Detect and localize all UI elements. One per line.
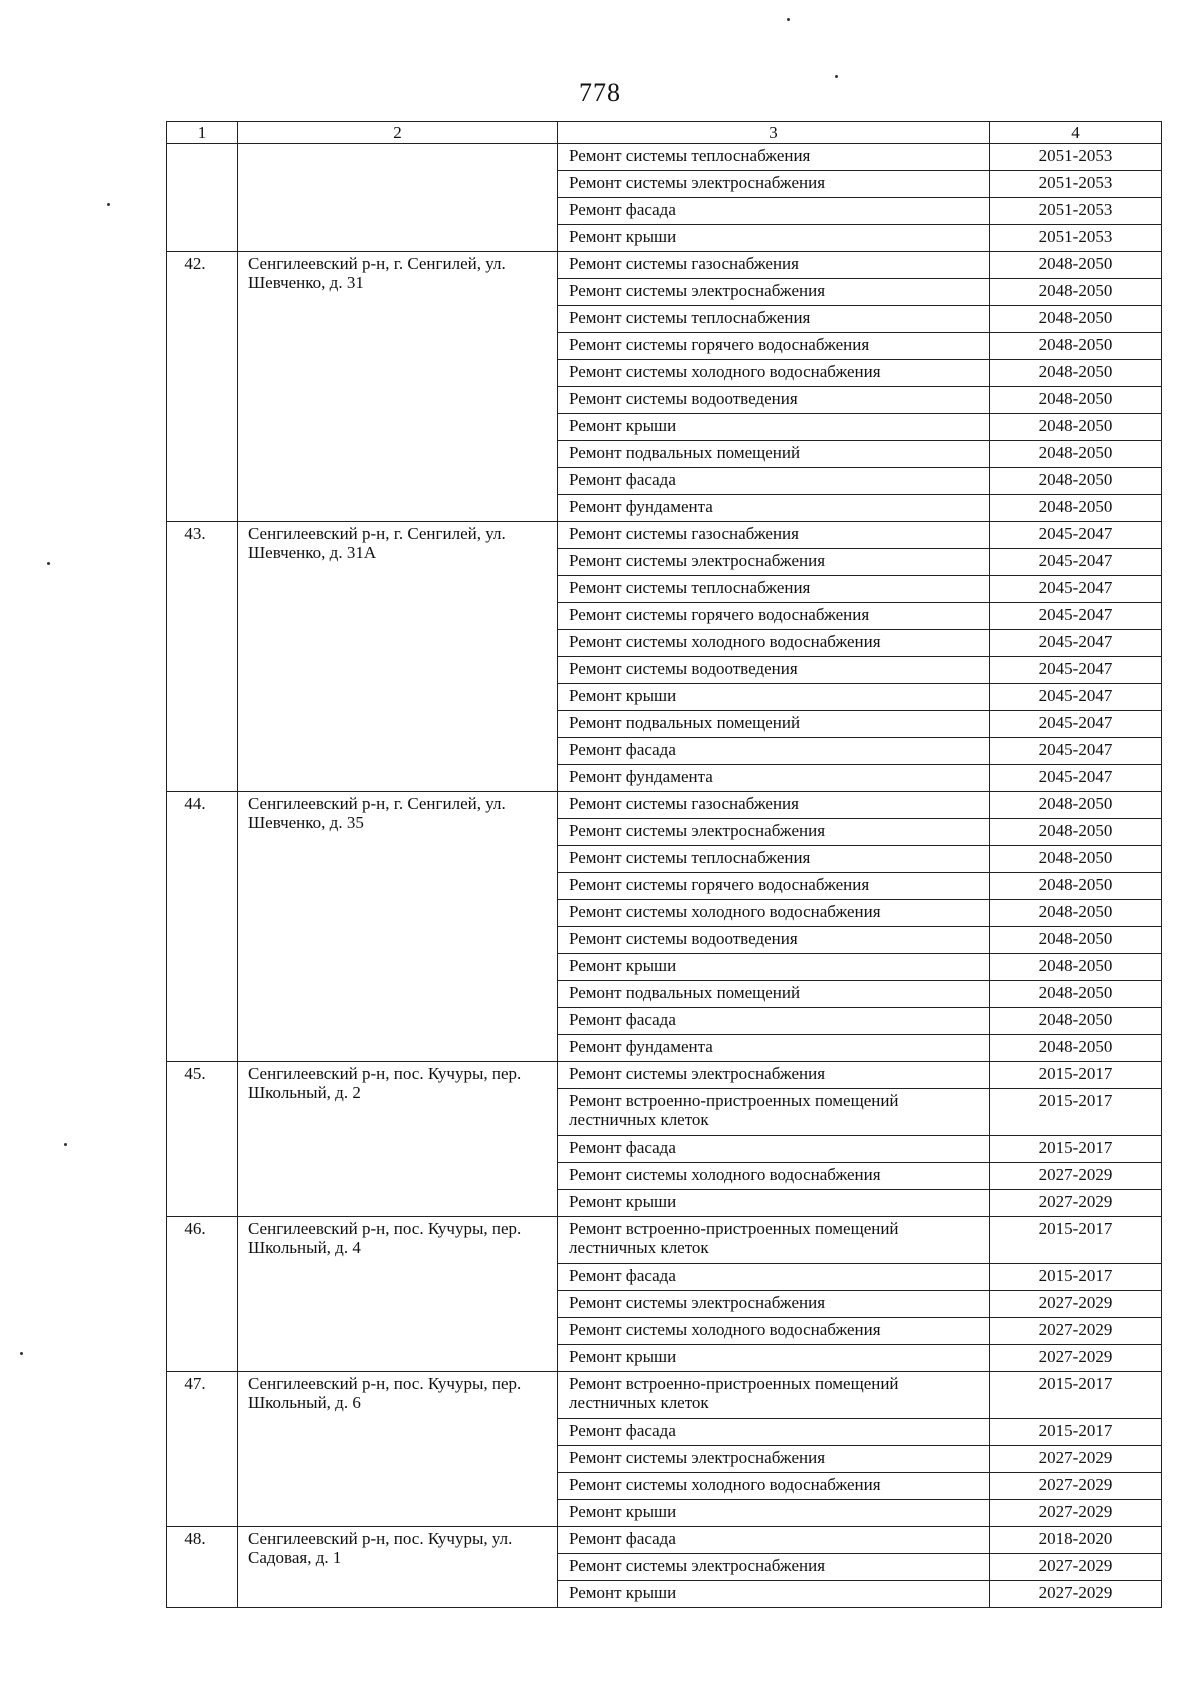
repair-period: 2015-2017 xyxy=(990,1136,1162,1163)
repair-period: 2048-2050 xyxy=(990,927,1162,954)
repair-work-type: Ремонт системы электроснабжения xyxy=(558,1554,990,1581)
repair-period: 2045-2047 xyxy=(990,765,1162,792)
repair-work-type: Ремонт крыши xyxy=(558,225,990,252)
repair-work-type: Ремонт системы водоотведения xyxy=(558,927,990,954)
repair-period: 2015-2017 xyxy=(990,1217,1162,1264)
entry-number xyxy=(167,144,238,252)
scan-speck xyxy=(835,75,838,78)
scan-speck xyxy=(787,18,790,21)
repair-work-type: Ремонт системы электроснабжения xyxy=(558,549,990,576)
repair-period: 2027-2029 xyxy=(990,1163,1162,1190)
repair-period: 2048-2050 xyxy=(990,306,1162,333)
repair-work-type: Ремонт системы холодного водоснабжения xyxy=(558,1318,990,1345)
repair-period: 2048-2050 xyxy=(990,792,1162,819)
building-address: Сенгилеевский р-н, г. Сенгилей, ул. Шевченко, д. 31А xyxy=(238,522,558,792)
entry-number: 44. xyxy=(167,792,238,1062)
table-body xyxy=(167,144,1162,1608)
repair-work-type: Ремонт системы водоотведения xyxy=(558,657,990,684)
repair-period: 2051-2053 xyxy=(990,171,1162,198)
repair-work-type: Ремонт системы теплоснабжения xyxy=(558,846,990,873)
repair-work-type: Ремонт системы горячего водоснабжения xyxy=(558,603,990,630)
repair-period: 2048-2050 xyxy=(990,495,1162,522)
repair-work-type: Ремонт фасада xyxy=(558,1419,990,1446)
repair-period: 2051-2053 xyxy=(990,198,1162,225)
repair-work-type: Ремонт подвальных помещений xyxy=(558,981,990,1008)
repair-period: 2048-2050 xyxy=(990,1008,1162,1035)
repair-period: 2027-2029 xyxy=(990,1554,1162,1581)
repair-work-type: Ремонт крыши xyxy=(558,684,990,711)
entry-number: 48. xyxy=(167,1527,238,1608)
repair-period: 2015-2017 xyxy=(990,1062,1162,1089)
repair-work-type: Ремонт фасада xyxy=(558,198,990,225)
repair-work-type: Ремонт системы электроснабжения xyxy=(558,171,990,198)
building-address: Сенгилеевский р-н, пос. Кучуры, пер. Школьный, д. 4 xyxy=(238,1217,558,1372)
header-col-4: 4 xyxy=(990,122,1162,144)
entry-number: 45. xyxy=(167,1062,238,1217)
repair-work-type: Ремонт системы электроснабжения xyxy=(558,819,990,846)
repair-work-type: Ремонт системы холодного водоснабжения xyxy=(558,900,990,927)
repair-work-type: Ремонт крыши xyxy=(558,1190,990,1217)
table-row xyxy=(167,1372,1162,1419)
table-header-row xyxy=(167,122,1162,144)
repair-period: 2045-2047 xyxy=(990,603,1162,630)
repair-period: 2027-2029 xyxy=(990,1581,1162,1608)
entry-number: 47. xyxy=(167,1372,238,1527)
entry-number: 46. xyxy=(167,1217,238,1372)
repair-period: 2048-2050 xyxy=(990,981,1162,1008)
repair-work-type: Ремонт фасада xyxy=(558,1008,990,1035)
repair-period: 2015-2017 xyxy=(990,1264,1162,1291)
repair-period: 2048-2050 xyxy=(990,387,1162,414)
repair-work-type: Ремонт фасада xyxy=(558,1264,990,1291)
repair-period: 2045-2047 xyxy=(990,711,1162,738)
table-row xyxy=(167,792,1162,819)
repair-period: 2027-2029 xyxy=(990,1318,1162,1345)
repair-period: 2051-2053 xyxy=(990,225,1162,252)
repair-period: 2027-2029 xyxy=(990,1446,1162,1473)
repair-work-type: Ремонт встроенно-пристроенных помещений лестничных клеток xyxy=(558,1372,990,1419)
repair-work-type: Ремонт системы холодного водоснабжения xyxy=(558,1473,990,1500)
table-row xyxy=(167,522,1162,549)
repair-work-type: Ремонт крыши xyxy=(558,954,990,981)
repair-period: 2027-2029 xyxy=(990,1473,1162,1500)
scan-speck xyxy=(20,1352,23,1355)
repair-work-type: Ремонт фундамента xyxy=(558,1035,990,1062)
repair-work-type: Ремонт системы газоснабжения xyxy=(558,522,990,549)
repair-work-type: Ремонт крыши xyxy=(558,1345,990,1372)
repair-work-type: Ремонт крыши xyxy=(558,1500,990,1527)
repair-period: 2045-2047 xyxy=(990,576,1162,603)
repair-period: 2048-2050 xyxy=(990,819,1162,846)
repair-period: 2048-2050 xyxy=(990,954,1162,981)
repair-period: 2027-2029 xyxy=(990,1291,1162,1318)
repair-schedule-table xyxy=(166,121,1162,1608)
header-col-2: 2 xyxy=(238,122,558,144)
repair-period: 2015-2017 xyxy=(990,1419,1162,1446)
repair-work-type: Ремонт фасада xyxy=(558,1136,990,1163)
table-row xyxy=(167,1527,1162,1554)
repair-work-type: Ремонт системы электроснабжения xyxy=(558,279,990,306)
building-address: Сенгилеевский р-н, г. Сенгилей, ул. Шевченко, д. 31 xyxy=(238,252,558,522)
repair-period: 2027-2029 xyxy=(990,1500,1162,1527)
repair-work-type: Ремонт фасада xyxy=(558,468,990,495)
repair-work-type: Ремонт подвальных помещений xyxy=(558,711,990,738)
header-col-3: 3 xyxy=(558,122,990,144)
repair-period: 2048-2050 xyxy=(990,414,1162,441)
building-address: Сенгилеевский р-н, пос. Кучуры, пер. Школьный, д. 6 xyxy=(238,1372,558,1527)
building-address: Сенгилеевский р-н, г. Сенгилей, ул. Шевченко, д. 35 xyxy=(238,792,558,1062)
repair-work-type: Ремонт подвальных помещений xyxy=(558,441,990,468)
building-address: Сенгилеевский р-н, пос. Кучуры, ул. Садовая, д. 1 xyxy=(238,1527,558,1608)
repair-work-type: Ремонт системы газоснабжения xyxy=(558,792,990,819)
table-row xyxy=(167,252,1162,279)
repair-period: 2051-2053 xyxy=(990,144,1162,171)
entry-number: 42. xyxy=(167,252,238,522)
repair-work-type: Ремонт системы холодного водоснабжения xyxy=(558,360,990,387)
entry-number: 43. xyxy=(167,522,238,792)
repair-work-type: Ремонт встроенно-пристроенных помещений лестничных клеток xyxy=(558,1217,990,1264)
repair-work-type: Ремонт системы водоотведения xyxy=(558,387,990,414)
repair-period: 2045-2047 xyxy=(990,522,1162,549)
repair-work-type: Ремонт фундамента xyxy=(558,765,990,792)
repair-work-type: Ремонт системы теплоснабжения xyxy=(558,306,990,333)
repair-work-type: Ремонт фасада xyxy=(558,738,990,765)
repair-period: 2045-2047 xyxy=(990,684,1162,711)
repair-period: 2045-2047 xyxy=(990,738,1162,765)
table-row xyxy=(167,1062,1162,1089)
repair-work-type: Ремонт фундамента xyxy=(558,495,990,522)
repair-period: 2048-2050 xyxy=(990,252,1162,279)
repair-work-type: Ремонт системы теплоснабжения xyxy=(558,576,990,603)
repair-period: 2048-2050 xyxy=(990,846,1162,873)
header-col-1: 1 xyxy=(167,122,238,144)
repair-period: 2027-2029 xyxy=(990,1190,1162,1217)
table-row xyxy=(167,144,1162,171)
repair-work-type: Ремонт крыши xyxy=(558,414,990,441)
repair-period: 2015-2017 xyxy=(990,1372,1162,1419)
repair-work-type: Ремонт системы электроснабжения xyxy=(558,1446,990,1473)
repair-period: 2048-2050 xyxy=(990,333,1162,360)
repair-period: 2048-2050 xyxy=(990,441,1162,468)
repair-period: 2045-2047 xyxy=(990,657,1162,684)
repair-work-type: Ремонт системы электроснабжения xyxy=(558,1062,990,1089)
scan-speck xyxy=(47,562,50,565)
repair-period: 2048-2050 xyxy=(990,360,1162,387)
repair-work-type: Ремонт встроенно-пристроенных помещений лестничных клеток xyxy=(558,1089,990,1136)
repair-work-type: Ремонт системы горячего водоснабжения xyxy=(558,873,990,900)
repair-work-type: Ремонт фасада xyxy=(558,1527,990,1554)
repair-period: 2045-2047 xyxy=(990,549,1162,576)
repair-period: 2048-2050 xyxy=(990,468,1162,495)
repair-work-type: Ремонт системы газоснабжения xyxy=(558,252,990,279)
building-address: Сенгилеевский р-н, пос. Кучуры, пер. Школьный, д. 2 xyxy=(238,1062,558,1217)
repair-period: 2048-2050 xyxy=(990,900,1162,927)
scan-speck xyxy=(64,1143,67,1146)
repair-period: 2027-2029 xyxy=(990,1345,1162,1372)
page-number: 778 xyxy=(579,78,621,107)
repair-work-type: Ремонт системы холодного водоснабжения xyxy=(558,630,990,657)
building-address xyxy=(238,144,558,252)
repair-work-type: Ремонт крыши xyxy=(558,1581,990,1608)
repair-period: 2015-2017 xyxy=(990,1089,1162,1136)
repair-period: 2018-2020 xyxy=(990,1527,1162,1554)
repair-work-type: Ремонт системы горячего водоснабжения xyxy=(558,333,990,360)
table-row xyxy=(167,1217,1162,1264)
repair-period: 2048-2050 xyxy=(990,279,1162,306)
repair-period: 2045-2047 xyxy=(990,630,1162,657)
scan-speck xyxy=(107,203,110,206)
repair-period: 2048-2050 xyxy=(990,1035,1162,1062)
repair-work-type: Ремонт системы теплоснабжения xyxy=(558,144,990,171)
repair-work-type: Ремонт системы холодного водоснабжения xyxy=(558,1163,990,1190)
repair-period: 2048-2050 xyxy=(990,873,1162,900)
repair-work-type: Ремонт системы электроснабжения xyxy=(558,1291,990,1318)
